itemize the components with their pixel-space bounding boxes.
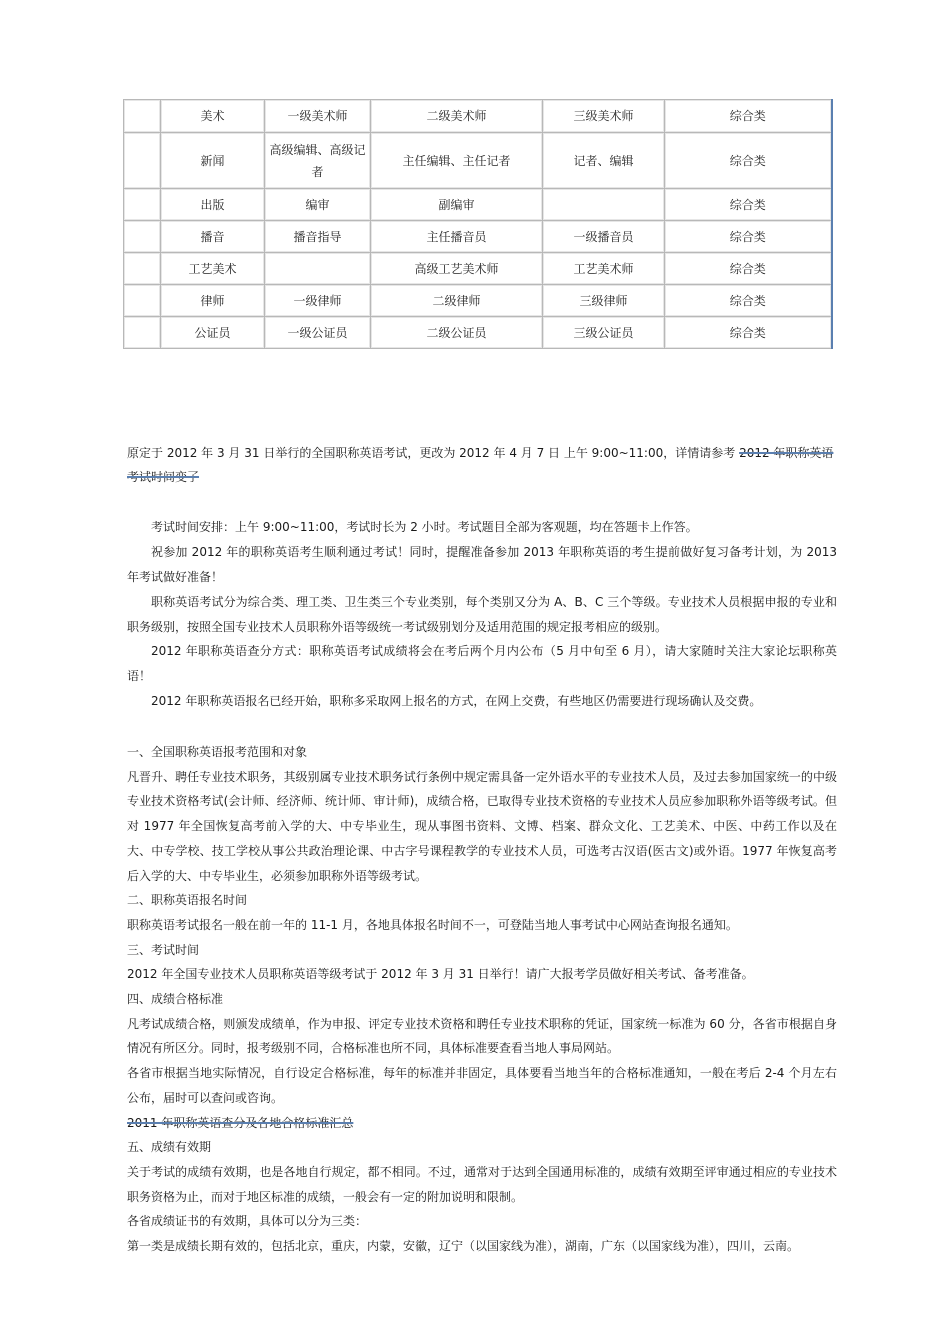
section-5-body-3: 第一类是成绩长期有效的，包括北京，重庆，内蒙，安徽，辽宁（以国家线为准），湖南，广东（以国家线为准），四川，云南。 bbox=[127, 1239, 800, 1254]
table-row bbox=[124, 253, 832, 285]
table-row bbox=[124, 317, 832, 349]
section-5-body-2: 各省成绩证书的有效期，具体可以分为三类： bbox=[127, 1214, 368, 1229]
table-cell-c4: 三级美术师 bbox=[543, 100, 665, 133]
table-cell-c2: 编审 bbox=[265, 189, 371, 221]
table-cell-c4: 记者、编辑 bbox=[543, 133, 665, 189]
table-cell-c2 bbox=[265, 253, 371, 285]
table-cell-c4: 工艺美术师 bbox=[543, 253, 665, 285]
table-row bbox=[124, 189, 832, 221]
table-row bbox=[124, 100, 832, 133]
intro-paragraph bbox=[127, 441, 837, 489]
table-cell-c5: 综合类 bbox=[665, 317, 832, 349]
table-cell-c3: 高级工艺美术师 bbox=[371, 253, 543, 285]
table-cell-c1: 新闻 bbox=[161, 133, 265, 189]
table-cell-c2: 一级美术师 bbox=[265, 100, 371, 133]
sections-block bbox=[127, 740, 837, 1259]
table-cell-c0 bbox=[124, 221, 161, 253]
table-cell-c4 bbox=[543, 189, 665, 221]
section-1-body: 凡晋升、聘任专业技术职务，其级别属专业技术职务试行条例中规定需具备一定外语水平的专业技术人员，及过去参加国家统一的中级专业技术资格考试(会计师、经济师、统计师、审计师)，成绩合格，已取得专业技术资格的专业技术人员应参加职称外语等级考试。但对 1977 年全国恢复高考前入学的大、中专毕业生，现从事图书资料、文博、档案、群众文化、工艺美术、中医、中药工作以及在大、中专学校、技工学校从事公共政治理论课、中古字号课程教学的专业技术人员，可选考古汉语(医古文)或外语。1977 年恢复高考后入学的大、中专毕业生，必须参加职称外语等级考试。 bbox=[127, 769, 837, 883]
table-cell-c5: 综合类 bbox=[665, 189, 832, 221]
section-2-title: 二、职称英语报名时间 bbox=[127, 893, 248, 908]
section-4-title: 四、成绩合格标准 bbox=[127, 992, 224, 1007]
table-cell-c5: 综合类 bbox=[665, 285, 832, 317]
table-row bbox=[124, 285, 832, 317]
table-cell-c3: 主任播音员 bbox=[371, 221, 543, 253]
table-cell-c5: 综合类 bbox=[665, 133, 832, 189]
table-row bbox=[124, 221, 832, 253]
table-cell-c5: 综合类 bbox=[665, 100, 832, 133]
table-cell-c0 bbox=[124, 253, 161, 285]
table-cell-c0 bbox=[124, 189, 161, 221]
table-cell-c3: 二级律师 bbox=[371, 285, 543, 317]
table-cell-c2: 高级编辑、高级记者 bbox=[265, 133, 371, 189]
table-cell-c3: 二级美术师 bbox=[371, 100, 543, 133]
table-cell-c1: 出版 bbox=[161, 189, 265, 221]
categories-paragraph: 职称英语考试分为综合类、理工类、卫生类三个专业类别，每个类别又分为 A、B、C 三个等级。专业技术人员根据申报的专业和职务级别，按照全国专业技术人员职称外语等级统一考试级别划分及适用范围的规定报考相应的级别。 bbox=[127, 595, 837, 634]
table-cell-c5: 综合类 bbox=[665, 221, 832, 253]
section-3-title: 三、考试时间 bbox=[127, 942, 200, 957]
section-1-title: 一、全国职称英语报考范围和对象 bbox=[127, 745, 308, 759]
registration-paragraph: 2012 年职称英语报名已经开始，职称多采取网上报名的方式，在网上交费，有些地区仍需要进行现场确认及交费。 bbox=[151, 694, 762, 708]
table-cell-c0 bbox=[124, 285, 161, 317]
section-5-body-1: 关于考试的成绩有效期，也是各地自行规定，都不相同。不过，通常对于达到全国通用标准的，成绩有效期至评审通过相应的专业技术职务资格为止，而对于地区标准的成绩，一般会有一定的附加说明和限制。 bbox=[127, 1164, 837, 1204]
table-cell-c2: 播音指导 bbox=[265, 221, 371, 253]
exam-time-change-link[interactable]: 2012 年职称英语考试时间变了 bbox=[127, 446, 834, 484]
score-query-paragraph: 2012 年职称英语查分方式：职称英语考试成绩将会在考后两个月内公布（5 月中旬至 6 月），请大家随时关注大家论坛职称英语！ bbox=[127, 644, 837, 683]
table-cell-c2: 一级公证员 bbox=[265, 317, 371, 349]
wishes-paragraph: 祝参加 2012 年的职称英语考生顺利通过考试！同时，提醒准备参加 2013 年职称英语的考生提前做好复习备考计划，为 2013 年考试做好准备！ bbox=[127, 545, 837, 584]
table-row bbox=[124, 133, 832, 189]
table-cell-c0 bbox=[124, 317, 161, 349]
section-3-body: 2012 年全国专业技术人员职称英语等级考试于 2012 年 3 月 31 日举行！请广大报考学员做好相关考试、备考准备。 bbox=[127, 967, 754, 982]
intro-text: 原定于 2012 年 3 月 31 日举行的全国职称英语考试，更改为 2012 年 4 月 7 日 上午 9:00~11:00，详情请参考 bbox=[127, 446, 740, 460]
table-cell-c4: 三级律师 bbox=[543, 285, 665, 317]
table-cell-c0 bbox=[124, 133, 161, 189]
section-2-body: 职称英语考试报名一般在前一年的 11-1 月，各地具体报名时间不一，可登陆当地人事考试中心网站查询报名通知。 bbox=[127, 917, 738, 932]
section-5-title: 五、成绩有效期 bbox=[127, 1140, 212, 1155]
table-cell-c3: 主任编辑、主任记者 bbox=[371, 133, 543, 189]
table-cell-c1: 播音 bbox=[161, 221, 265, 253]
title-category-table bbox=[123, 99, 833, 349]
table-cell-c3: 二级公证员 bbox=[371, 317, 543, 349]
table-cell-c1: 律师 bbox=[161, 285, 265, 317]
table-cell-c4: 三级公证员 bbox=[543, 317, 665, 349]
exam-schedule-paragraph: 考试时间安排：上午 9:00~11:00，考试时长为 2 小时。考试题目全部为客观题，均在答题卡上作答。 bbox=[151, 520, 698, 534]
section-4-body-1: 凡考试成绩合格，则颁发成绩单，作为申报、评定专业技术资格和聘任专业技术职称的凭证，国家统一标准为 60 分，各省市根据自身情况有所区分。同时，报考级别不同，合格标准也所不同，具体标准要查看当地人事局网站。 bbox=[127, 1016, 837, 1056]
score-standards-link[interactable]: 2011 年职称英语查分及各地合格标准汇总 bbox=[127, 1115, 354, 1130]
table-cell-c5: 综合类 bbox=[665, 253, 832, 285]
section-4-body-2: 各省市根据当地实际情况，自行设定合格标准，每年的标准并非固定，具体要看当地当年的合格标准通知，一般在考后 2-4 个月左右公布，届时可以查问或咨询。 bbox=[127, 1066, 837, 1105]
table-cell-c4: 一级播音员 bbox=[543, 221, 665, 253]
table-cell-c1: 公证员 bbox=[161, 317, 265, 349]
table-cell-c2: 一级律师 bbox=[265, 285, 371, 317]
table-cell-c3: 副编审 bbox=[371, 189, 543, 221]
table-cell-c1: 工艺美术 bbox=[161, 253, 265, 285]
table-cell-c0 bbox=[124, 100, 161, 133]
section-4-link-line bbox=[127, 1111, 837, 1136]
table-cell-c1: 美术 bbox=[161, 100, 265, 133]
